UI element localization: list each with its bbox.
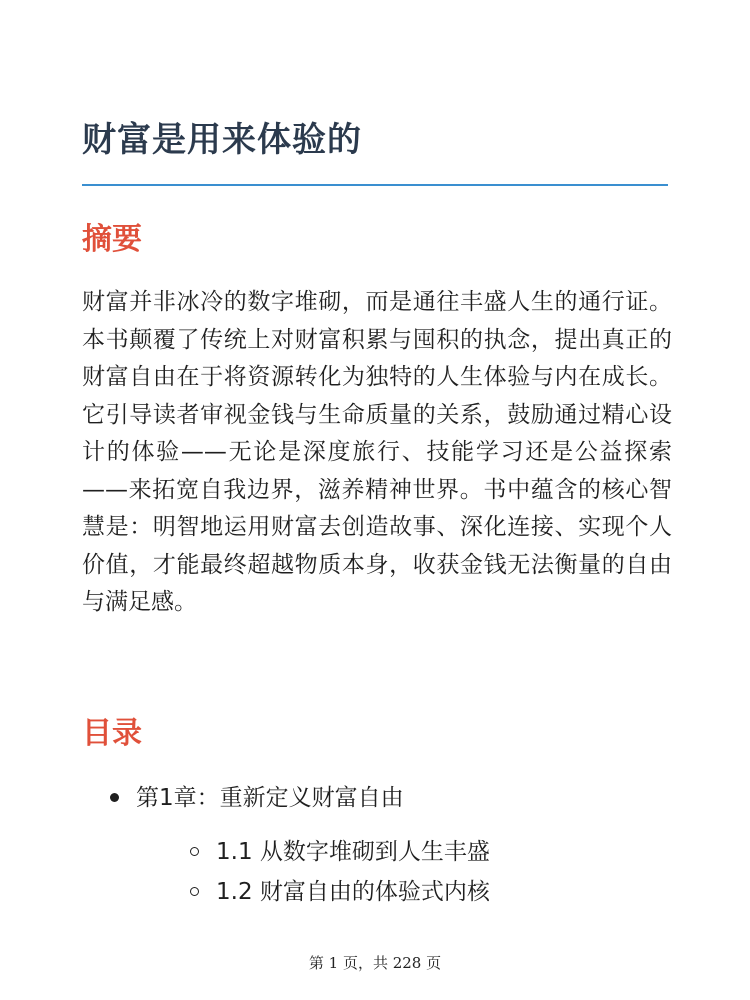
summary-heading: 摘要 [82, 222, 142, 257]
toc-section-label: 1.1 从数字堆砌到人生丰盛 [216, 839, 490, 865]
summary-paragraph: 财富并非冰冷的数字堆砌，而是通往丰盛人生的通行证。本书颠覆了传统上对财富积累与囤积的执念，提出真正的财富自由在于将资源转化为独特的人生体验与内在成长。它引导读者审视金钱与生命质量的关系，鼓励通过精心设计的体验——无论是深度旅行、技能学习还是公益探索——来拓宽自我边界，滋养精神世界。书中蕴含的核心智慧是：明智地运用财富去创造故事、深化连接、实现个人价值，才能最终超越物质本身，收获金钱无法衡量的自由与满足感。 [82, 289, 672, 615]
book-title: 财富是用来体验的 [82, 120, 362, 160]
title-divider [82, 184, 668, 186]
table-of-contents [110, 778, 670, 912]
bullet-circle-icon [190, 847, 199, 856]
bullet-circle-icon [190, 887, 199, 896]
toc-chapter-1[interactable] [110, 778, 670, 912]
toc-chapter-label: 第1章：重新定义财富自由 [136, 785, 404, 811]
toc-section-1-1[interactable] [190, 832, 670, 872]
toc-section-label: 1.2 财富自由的体验式内核 [216, 879, 490, 905]
toc-chapter-1-sections [136, 832, 670, 912]
toc-heading: 目录 [82, 716, 142, 751]
page-footer: 第 1 页，共 228 页 [308, 954, 442, 972]
bullet-disc-icon [110, 793, 119, 802]
toc-section-1-2[interactable] [190, 872, 670, 912]
